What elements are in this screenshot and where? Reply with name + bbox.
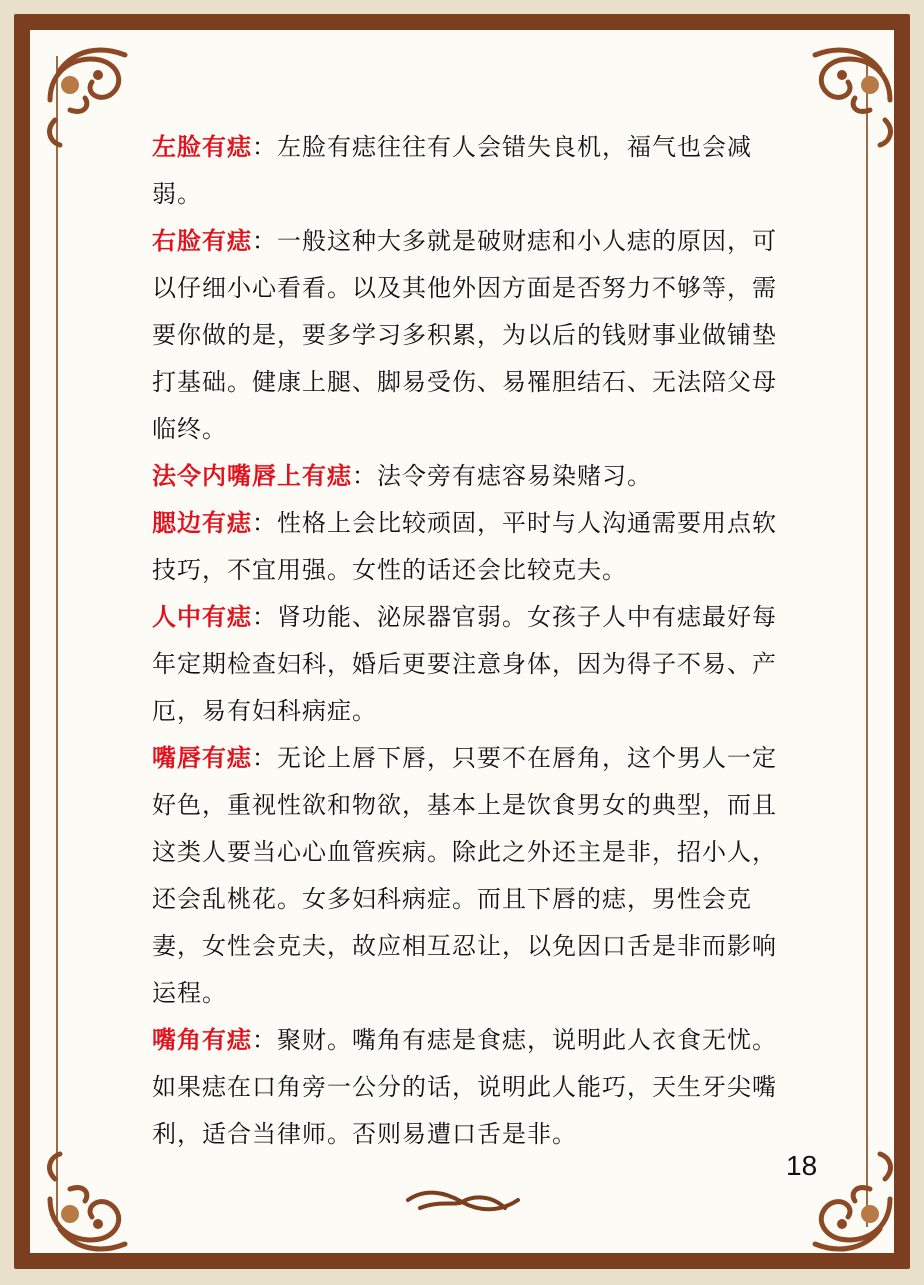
entry-term: 人中有痣 (152, 603, 252, 631)
entry-separator: ： (252, 133, 277, 161)
entry-mouth-corner (152, 1017, 777, 1158)
entry-separator: ： (252, 227, 277, 255)
entry-body: 一般这种大多就是破财痣和小人痣的原因，可以仔细小心看看。以及其他外因方面是否努力不够等，需要你做的是，要多学习多积累，为以后的钱财事业做铺垫打基础。健康上腿、脚易受伤、易罹胆结石、无法陪父母临终。 (152, 227, 777, 443)
entry-separator: ： (252, 509, 277, 537)
entry-right-cheek (152, 218, 777, 453)
entry-body: 法令旁有痣容易染赌习。 (377, 462, 652, 490)
entry-term: 腮边有痣 (152, 509, 252, 537)
corner-ornament-icon (30, 30, 150, 150)
entry-term: 左脸有痣 (152, 133, 252, 161)
corner-ornament-icon (30, 1149, 150, 1269)
entry-lips (152, 735, 777, 1017)
entry-separator: ： (252, 1026, 277, 1054)
entry-body: 左脸有痣往往有人会错失良机，福气也会减弱。 (152, 133, 752, 208)
entry-body: 无论上唇下唇，只要不在唇角，这个男人一定好色，重视性欲和物欲，基本上是饮食男女的典型，而且这类人要当心心血管疾病。除此之外还主是非，招小人，还会乱桃花。女多妇科病症。而且下唇的痣，男性会克妻，女性会克夫，故应相互忍让，以免因口舌是非而影响运程。 (152, 744, 777, 1007)
entry-separator: ： (252, 744, 277, 772)
entry-nasolabial (152, 453, 777, 500)
entry-left-cheek (152, 124, 777, 218)
body-text (152, 124, 777, 1158)
scroll-ornament-icon (400, 1178, 525, 1228)
entry-term: 右脸有痣 (152, 227, 252, 255)
entry-body: 性格上会比较顽固，平时与人沟通需要用点软技巧，不宜用强。女性的话还会比较克夫。 (152, 509, 777, 584)
entry-term: 嘴唇有痣 (152, 744, 252, 772)
entry-separator: ： (252, 603, 277, 631)
entry-philtrum (152, 594, 777, 735)
entry-term: 法令内嘴唇上有痣 (152, 462, 352, 490)
entry-body: 聚财。嘴角有痣是食痣，说明此人衣食无忧。如果痣在口角旁一公分的话，说明此人能巧，天生牙尖嘴利，适合当律师。否则易遭口舌是非。 (152, 1026, 777, 1148)
entry-body: 肾功能、泌尿器官弱。女孩子人中有痣最好每年定期检查妇科，婚后更要注意身体，因为得子不易、产厄，易有妇科病症。 (152, 603, 777, 725)
page-number: 18 (786, 1150, 818, 1181)
entry-jaw-side (152, 500, 777, 594)
entry-separator: ： (352, 462, 377, 490)
corner-ornament-icon (790, 30, 910, 150)
entry-term: 嘴角有痣 (152, 1026, 252, 1054)
